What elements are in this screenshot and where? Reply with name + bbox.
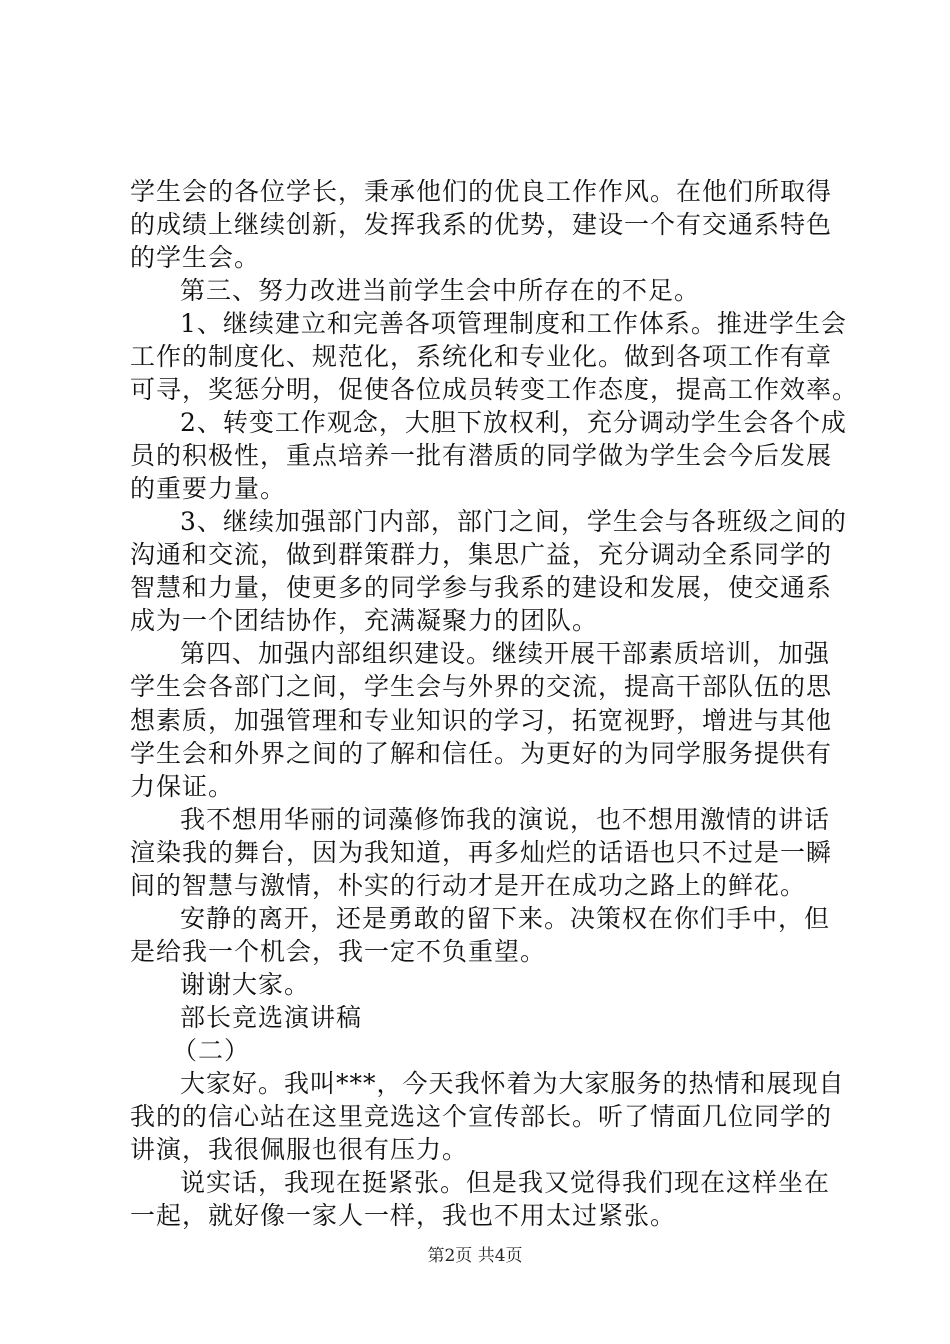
text-line: 可寻，奖惩分明，促使各位成员转变工作态度，提高工作效率。 <box>130 375 859 404</box>
text-line: 学生会和外界之间的了解和信任。为更好的为同学服务提供有 <box>130 739 833 768</box>
text-line: 间的智慧与激情，朴实的行动才是开在成功之路上的鲜花。 <box>130 871 807 900</box>
text-line: 讲演，我很佩服也很有压力。 <box>130 1135 469 1164</box>
page-number-footer: 第2页 共4页 <box>427 1246 523 1266</box>
text-line: 想素质，加强管理和专业知识的学习，拓宽视野，增进与其他 <box>130 706 833 735</box>
text-line: 力保证。 <box>130 772 235 801</box>
text-line: 3、继续加强部门内部，部门之间，学生会与各班级之间的 <box>180 507 847 536</box>
text-line: 成为一个团结协作，充满凝聚力的团队。 <box>130 606 599 635</box>
section-heading: 第三、努力改进当前学生会中所存在的不足。 <box>180 276 701 305</box>
text-line: 大家好。我叫***，今天我怀着为大家服务的热情和展现自 <box>180 1069 845 1098</box>
text-line: 的学生会。 <box>130 243 261 272</box>
text-line: 谢谢大家。 <box>180 970 311 999</box>
text-line: 学生会的各位学长，秉承他们的优良工作作风。在他们所取得 <box>130 177 833 206</box>
text-line: 我不想用华丽的词藻修饰我的演说，也不想用激情的讲话 <box>180 805 831 834</box>
text-line: 工作的制度化、规范化，系统化和专业化。做到各项工作有章 <box>130 342 833 371</box>
text-line: 沟通和交流，做到群策群力，集思广益，充分调动全系同学的 <box>130 540 833 569</box>
text-line: 员的积极性，重点培养一批有潜质的同学做为学生会今后发展 <box>130 441 833 470</box>
document-subtitle: （二） <box>172 1036 251 1065</box>
text-line: 是给我一个机会，我一定不负重望。 <box>130 937 547 966</box>
text-line: 学生会各部门之间，学生会与外界的交流，提高干部队伍的思 <box>130 672 833 701</box>
text-line: 一起，就好像一家人一样，我也不用太过紧张。 <box>130 1201 677 1230</box>
text-line: 说实话，我现在挺紧张。但是我又觉得我们现在这样坐在 <box>180 1168 831 1197</box>
text-line: 智慧和力量，使更多的同学参与我系的建设和发展，使交通系 <box>130 573 833 602</box>
text-line: 的重要力量。 <box>130 474 287 503</box>
document-title: 部长竞选演讲稿 <box>180 1003 363 1032</box>
text-line: 我的的信心站在这里竞选这个宣传部长。听了情面几位同学的 <box>130 1102 833 1131</box>
text-line: 1、继续建立和完善各项管理制度和工作体系。推进学生会 <box>180 309 847 338</box>
text-line: 2、转变工作观念，大胆下放权利，充分调动学生会各个成 <box>180 408 847 437</box>
section-heading: 第四、加强内部组织建设。继续开展干部素质培训，加强 <box>180 639 831 668</box>
text-line: 的成绩上继续创新，发挥我系的优势，建设一个有交通系特色 <box>130 210 833 239</box>
text-line: 渲染我的舞台，因为我知道，再多灿烂的话语也只不过是一瞬 <box>130 838 833 867</box>
text-line: 安静的离开，还是勇敢的留下来。决策权在你们手中，但 <box>180 904 831 933</box>
